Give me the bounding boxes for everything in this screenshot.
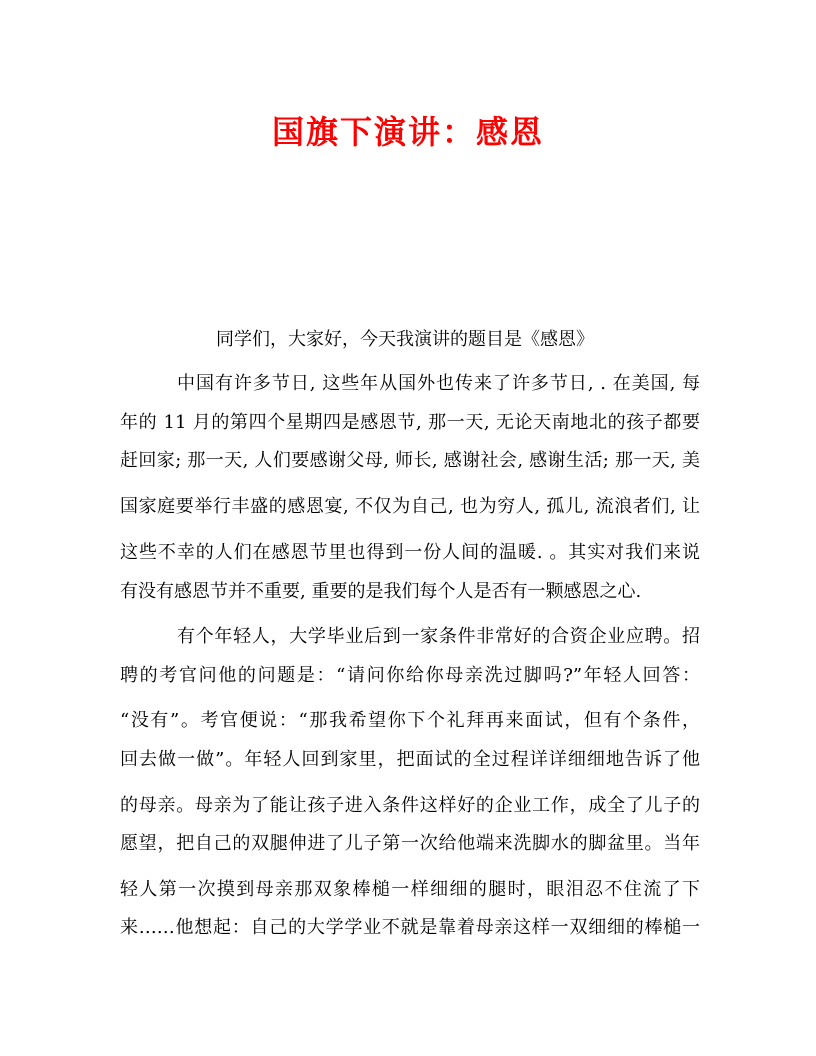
paragraph-line: 轻人第一次摸到母亲那双象棒槌一样细细的腿时，眼泪忍不住流了下 [120, 879, 700, 900]
paragraph-line: 这些不幸的人们在感恩节里也得到一份人间的温暖. 。其实对我们来说 [120, 542, 700, 563]
paragraph-line: 赶回家; 那一天, 人们要感谢父母, 师长, 感谢社会, 感谢生活; 那一天, 美 [120, 450, 700, 471]
paragraph-line: 愿望，把自己的双腿伸进了儿子第一次给他端来洗脚水的脚盆里。当年 [120, 833, 700, 854]
document-title: 国旗下演讲：感恩 [271, 113, 544, 151]
paragraph-line: 的母亲。母亲为了能让孩子进入条件这样好的企业工作，成全了儿子的 [120, 795, 700, 816]
paragraph-line: 回去做一做”。年轻人回到家里，把面试的全过程详详细细地告诉了他 [120, 749, 700, 770]
paragraph-line: 国家庭要举行丰盛的感恩宴, 不仅为自己, 也为穷人, 孤儿, 流浪者们, 让 [120, 496, 700, 517]
paragraph-line: 年的 11 月的第四个星期四是感恩节, 那一天, 无论天南地北的孩子都要 [120, 412, 700, 433]
greeting-line: 同学们，大家好，今天我演讲的题目是《感恩》 [216, 329, 594, 350]
paragraph-line: 有个年轻人，大学毕业后到一家条件非常好的合资企业应聘。招 [177, 626, 700, 647]
paragraph-line: 有没有感恩节并不重要, 重要的是我们每个人是否有一颗感恩之心. [120, 581, 642, 602]
paragraph-line: “没有”。考官便说：“那我希望你下个礼拜再来面试，但有个条件， [120, 710, 700, 731]
paragraph-line: 聘的考官问他的问题是：“请问你给你母亲洗过脚吗?”年轻人回答： [120, 665, 700, 686]
paragraph-line: 中国有许多节日, 这些年从国外也传来了许多节日, . 在美国, 每 [177, 373, 700, 394]
paragraph-line: 来……他想起：自己的大学学业不就是靠着母亲这样一双细细的棒槌一 [120, 917, 700, 938]
